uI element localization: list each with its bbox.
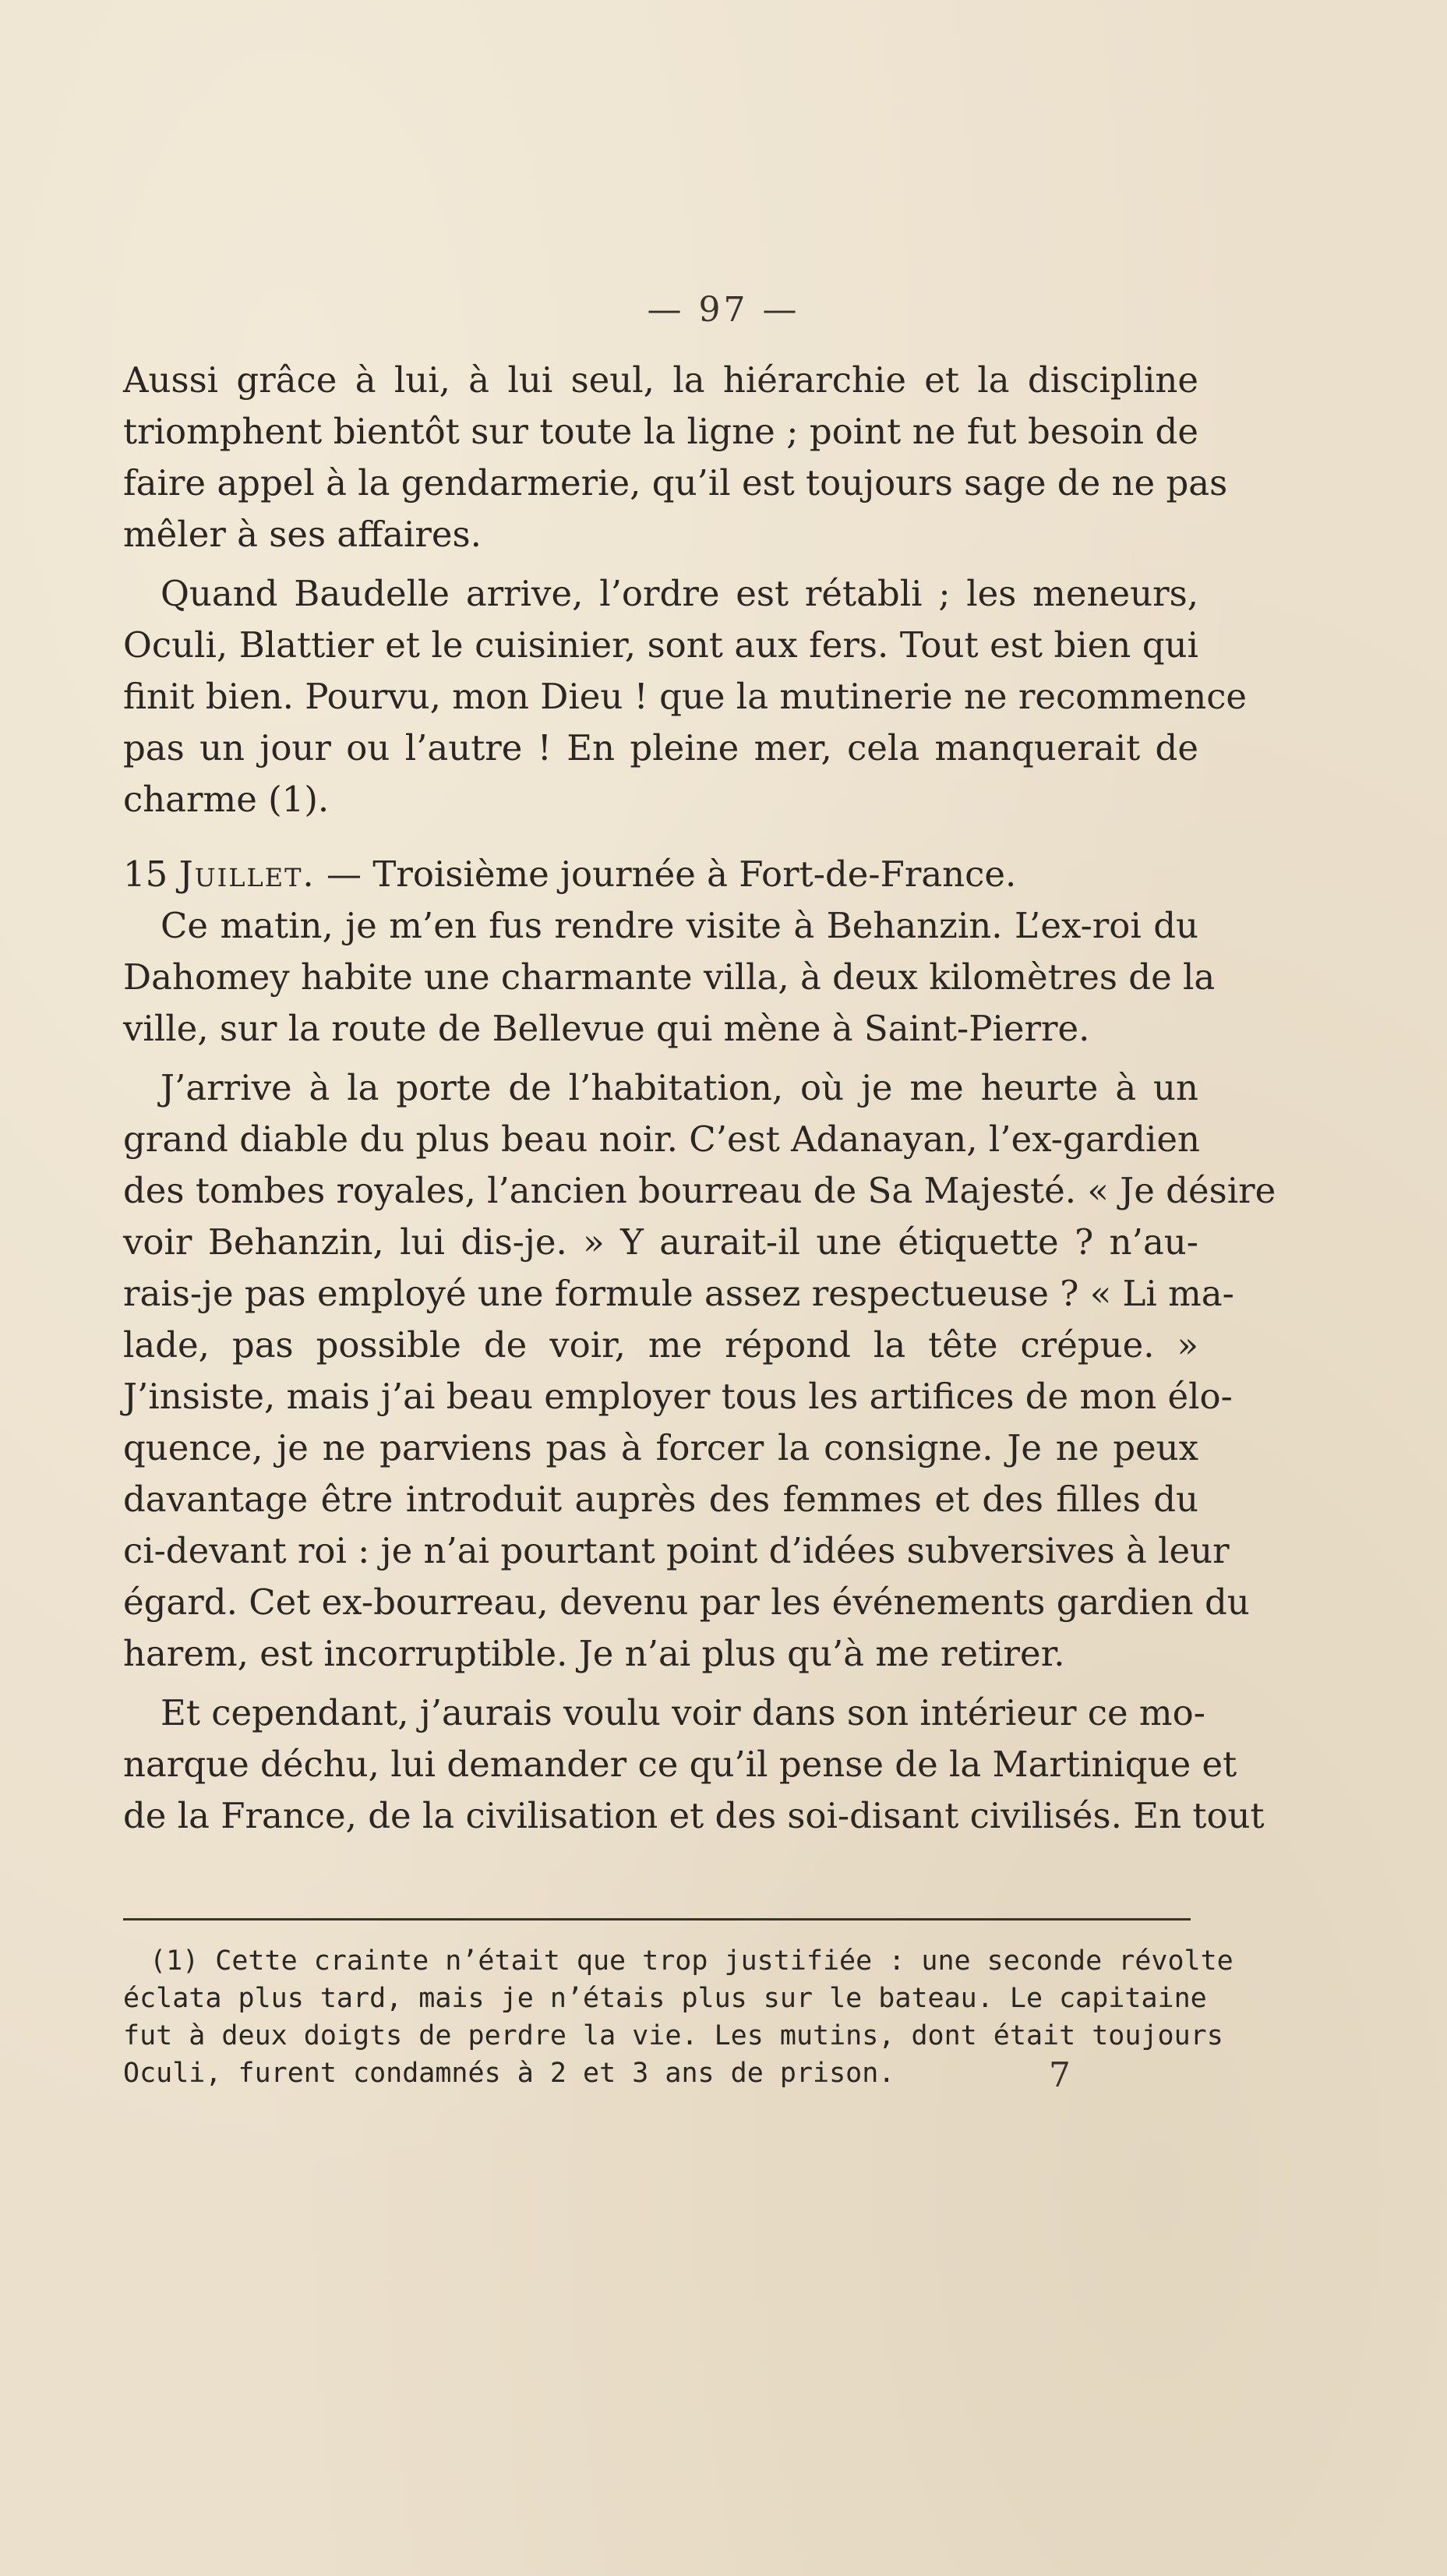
text-line: davantage être introduit auprès des femmes et des filles du <box>123 1479 1198 1520</box>
text-line: Dahomey habite une charmante villa, à deux kilomètres de la <box>123 956 1216 998</box>
text-line: ci-devant roi : je n’ai pourtant point d’idées subversives à leur <box>123 1530 1230 1571</box>
entry-date-month: Juillet. <box>178 853 316 895</box>
text-line: harem, est incorruptible. Je n’ai plus qu’à me retirer. <box>123 1633 1065 1674</box>
footnote-line: (1) Cette crainte n’était que trop justifiée : une seconde révolte <box>150 1945 1233 1977</box>
text-line: égard. Cet ex-bourreau, devenu par les événements gardien du <box>123 1581 1250 1623</box>
text-line: finit bien. Pourvu, mon Dieu ! que la mutinerie ne recommence <box>123 676 1248 717</box>
text-line: quence, je ne parviens pas à forcer la consigne. Je ne peux <box>123 1427 1198 1468</box>
text-line: voir Behanzin, lui dis-je. » Y aurait-il une étiquette ? n’au- <box>123 1221 1198 1263</box>
text-line: narque déchu, lui demander ce qu’il pense de la Martinique et <box>123 1744 1237 1785</box>
text-line: de la France, de la civilisation et des soi-disant civilisés. En tout <box>123 1795 1265 1836</box>
text-line: grand diable du plus beau noir. C’est Adanayan, l’ex-gardien <box>123 1118 1200 1160</box>
paragraph-3 <box>123 900 1216 1055</box>
footnote-line: fut à deux doigts de perdre la vie. Les mutins, dont était toujours <box>123 2020 1223 2051</box>
entry-heading-text: — Troisième journée à Fort-de-France. <box>315 853 1017 895</box>
text-line: J’insiste, mais j’ai beau employer tous les artifices de mon élo- <box>123 1376 1233 1417</box>
text-line: charme (1). <box>123 779 330 820</box>
footnote-line: éclata plus tard, mais je n’étais plus sur le bateau. Le capitaine <box>123 1983 1207 2014</box>
text-line: rais-je pas employé une formule assez respectueuse ? « Li ma- <box>123 1273 1234 1314</box>
footnote-line: Oculi, furent condamnés à 2 et 3 ans de prison. <box>123 2058 895 2089</box>
paragraph-2 <box>123 568 1248 825</box>
text-line: Oculi, Blattier et le cuisinier, sont aux fers. Tout est bien qui <box>123 624 1198 666</box>
text-line: pas un jour ou l’autre ! En pleine mer, cela manquerait de <box>123 727 1198 769</box>
paragraph-1 <box>123 355 1228 560</box>
text-line: Ce matin, je m’en fus rendre visite à Behanzin. L’ex-roi du <box>161 905 1198 946</box>
text-line: Et cependant, j’aurais voulu voir dans son intérieur ce mo- <box>161 1692 1205 1733</box>
text-line: faire appel à la gendarmerie, qu’il est toujours sage de ne pas <box>123 462 1228 504</box>
paragraph-5 <box>123 1687 1265 1842</box>
signature-mark: 7 <box>1049 2055 1071 2095</box>
paragraph-4 <box>123 1062 1276 1680</box>
text-line: triomphent bientôt sur toute la ligne ; point ne fut besoin de <box>123 411 1198 452</box>
entry-date-number: 15 <box>123 853 168 895</box>
text-line: des tombes royales, l’ancien bourreau de Sa Majesté. « Je désire <box>123 1170 1276 1211</box>
footnote-separator <box>123 1918 1191 1921</box>
text-line: lade, pas possible de voir, me répond la tête crépue. » <box>123 1324 1198 1366</box>
text-line: ville, sur la route de Bellevue qui mène à Saint-Pierre. <box>123 1008 1090 1049</box>
text-line: mêler à ses affaires. <box>123 514 482 555</box>
text-line: Quand Baudelle arrive, l’ordre est rétabli ; les meneurs, <box>161 573 1198 614</box>
diary-entry-heading <box>123 849 1198 900</box>
main-text <box>123 355 1276 1842</box>
page-number-header: — 97 — <box>647 290 800 330</box>
text-line: Aussi grâce à lui, à lui seul, la hiérarchie et la discipline <box>123 359 1198 401</box>
text-line: J’arrive à la porte de l’habitation, où je me heurte à un <box>161 1067 1198 1108</box>
